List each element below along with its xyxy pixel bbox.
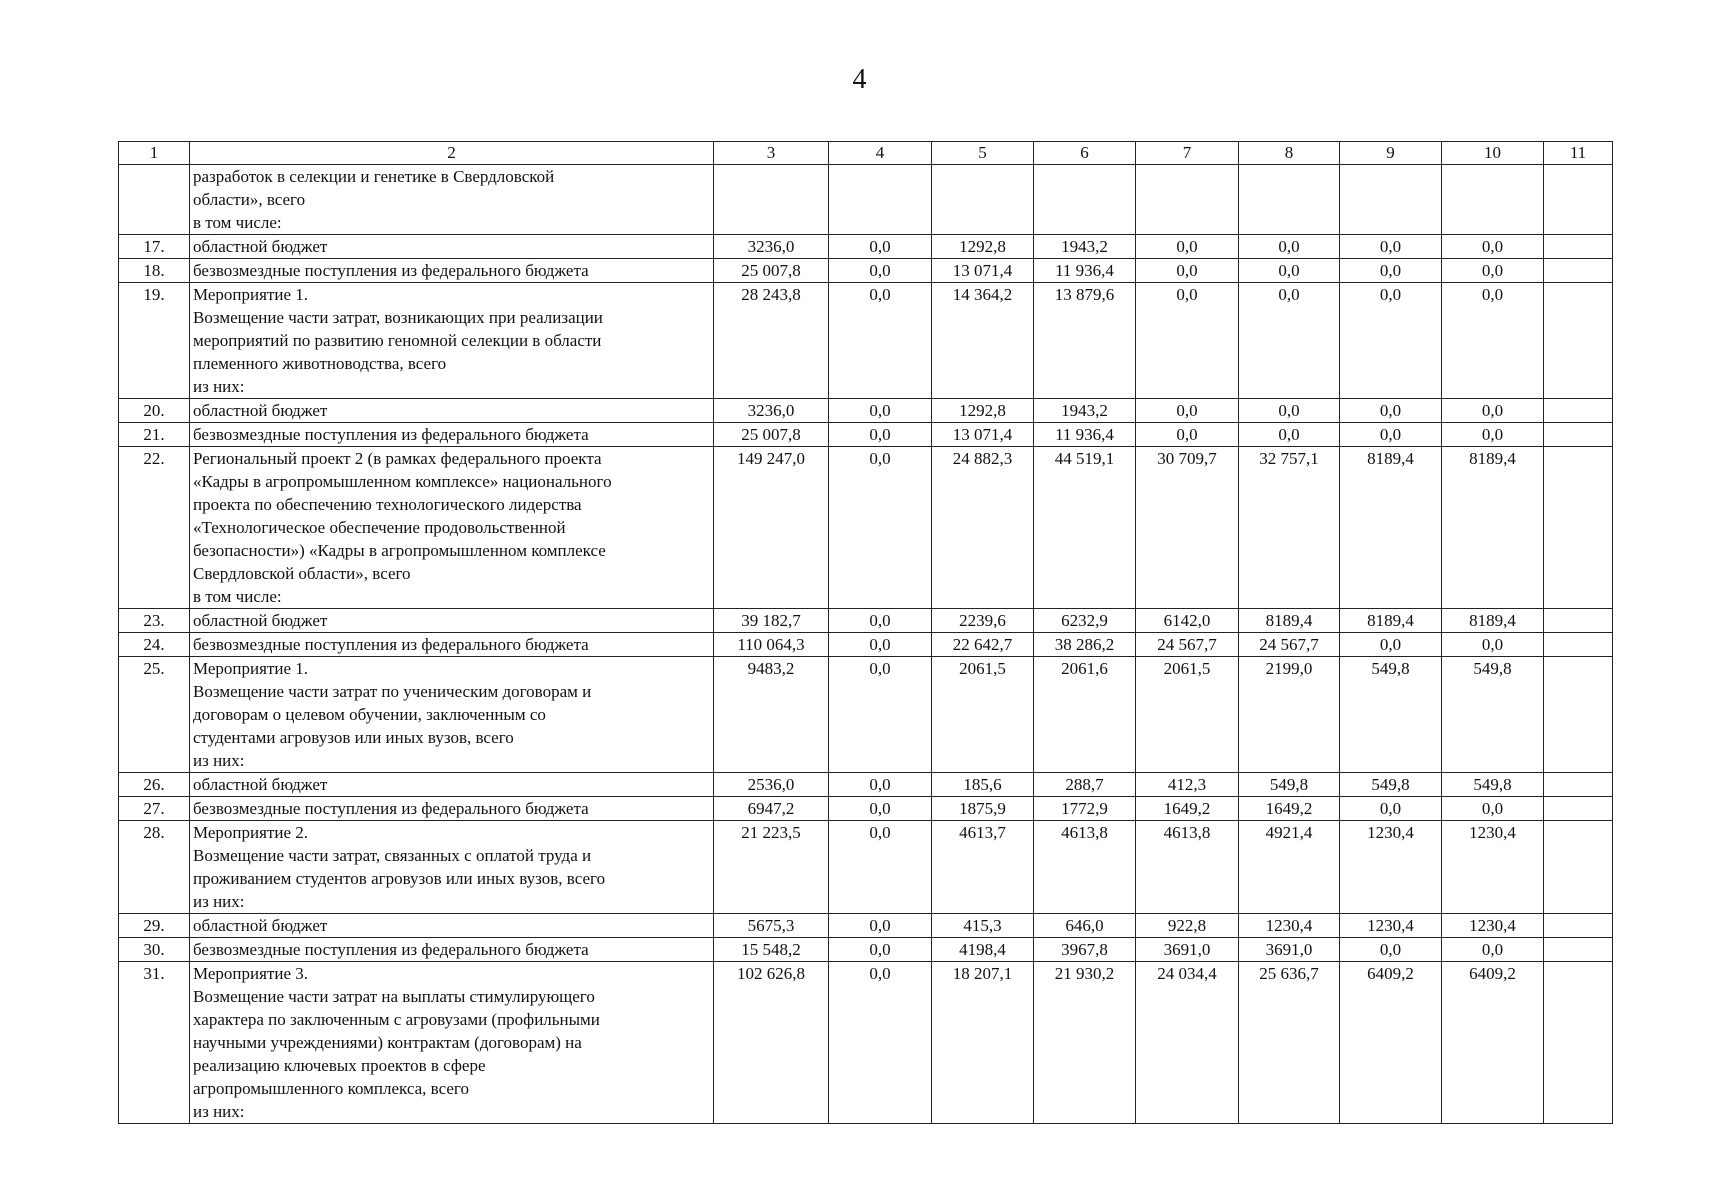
value-cell-col-8: 32 757,1: [1239, 447, 1340, 609]
value-cell-col-6: 1772,9: [1034, 797, 1136, 821]
row-name: [190, 914, 714, 938]
table-row: [119, 447, 1613, 609]
value-cell-col-9: 1230,4: [1340, 821, 1442, 914]
table-row: [119, 235, 1613, 259]
row-name-line: области», всего: [193, 190, 306, 209]
row-name-line: безвозмездные поступления из федерального бюджета: [193, 940, 589, 959]
value-cell-col-3: 28 243,8: [714, 283, 829, 399]
row-name-line: безвозмездные поступления из федерального бюджета: [193, 261, 589, 280]
table-row: [119, 773, 1613, 797]
row-name-line: в том числе:: [193, 213, 282, 232]
row-name-line: областной бюджет: [193, 611, 328, 630]
value-cell-col-3: 6947,2: [714, 797, 829, 821]
value-cell-col-7: 24 567,7: [1136, 633, 1239, 657]
table-row: [119, 283, 1613, 399]
value-cell-col-5: 14 364,2: [932, 283, 1034, 399]
table-row: [119, 423, 1613, 447]
value-cell-col-4: 0,0: [829, 657, 932, 773]
value-cell-col-8: 3691,0: [1239, 938, 1340, 962]
value-cell-col-9: 8189,4: [1340, 609, 1442, 633]
value-cell-col-7: 0,0: [1136, 283, 1239, 399]
value-cell-col-8: 2199,0: [1239, 657, 1340, 773]
row-name-line: областной бюджет: [193, 237, 328, 256]
value-cell-col-10: 1230,4: [1442, 821, 1544, 914]
value-cell-col-5: 18 207,1: [932, 962, 1034, 1124]
value-cell-col-4: 0,0: [829, 447, 932, 609]
value-cell-col-8: 4921,4: [1239, 821, 1340, 914]
value-cell-col-8: 0,0: [1239, 235, 1340, 259]
column-header: 6: [1034, 142, 1136, 165]
column-header: 10: [1442, 142, 1544, 165]
value-cell-col-9: 0,0: [1340, 938, 1442, 962]
value-cell-col-5: 13 071,4: [932, 423, 1034, 447]
column-header: 1: [119, 142, 190, 165]
column-header: 5: [932, 142, 1034, 165]
column-header: 8: [1239, 142, 1340, 165]
value-cell-col-5: 1292,8: [932, 399, 1034, 423]
value-cell-col-7: 0,0: [1136, 399, 1239, 423]
value-cell-col-3: 2536,0: [714, 773, 829, 797]
row-number: 19.: [119, 283, 190, 399]
row-number: 22.: [119, 447, 190, 609]
table-row: [119, 962, 1613, 1124]
value-cell-col-9: 0,0: [1340, 259, 1442, 283]
row-name-line: областной бюджет: [193, 775, 328, 794]
value-cell-col-8: 8189,4: [1239, 609, 1340, 633]
value-cell-col-9: 1230,4: [1340, 914, 1442, 938]
row-name: [190, 657, 714, 773]
row-name: [190, 283, 714, 399]
value-cell-col-5: 13 071,4: [932, 259, 1034, 283]
value-cell-col-11: [1544, 235, 1613, 259]
value-cell-col-11: [1544, 797, 1613, 821]
value-cell-col-7: 0,0: [1136, 423, 1239, 447]
value-cell-col-7: 0,0: [1136, 235, 1239, 259]
value-cell-col-6: 21 930,2: [1034, 962, 1136, 1124]
value-cell-col-10: 6409,2: [1442, 962, 1544, 1124]
value-cell-col-7: 3691,0: [1136, 938, 1239, 962]
row-number: 17.: [119, 235, 190, 259]
value-cell-col-11: [1544, 283, 1613, 399]
value-cell-col-8: 1230,4: [1239, 914, 1340, 938]
row-name-line: проживанием студентов агровузов или иных вузов, всего: [193, 869, 606, 888]
row-name-line: безвозмездные поступления из федерального бюджета: [193, 799, 589, 818]
value-cell-col-6: 11 936,4: [1034, 259, 1136, 283]
value-cell-col-11: [1544, 962, 1613, 1124]
value-cell-col-11: [1544, 165, 1613, 235]
table-row: [119, 938, 1613, 962]
row-name-line: областной бюджет: [193, 401, 328, 420]
value-cell-col-6: 1943,2: [1034, 399, 1136, 423]
value-cell-col-6: 2061,6: [1034, 657, 1136, 773]
value-cell-col-3: 3236,0: [714, 235, 829, 259]
value-cell-col-11: [1544, 399, 1613, 423]
value-cell-col-3: 149 247,0: [714, 447, 829, 609]
value-cell-col-9: 0,0: [1340, 283, 1442, 399]
row-number: 28.: [119, 821, 190, 914]
column-header: 9: [1340, 142, 1442, 165]
value-cell-col-10: 1230,4: [1442, 914, 1544, 938]
value-cell-col-9: 8189,4: [1340, 447, 1442, 609]
value-cell-col-6: 1943,2: [1034, 235, 1136, 259]
row-number: 30.: [119, 938, 190, 962]
row-name-line: научными учреждениями) контрактам (договорам) на: [193, 1033, 582, 1052]
row-name-line: Возмещение части затрат, возникающих при реализации: [193, 308, 603, 327]
value-cell-col-10: 8189,4: [1442, 609, 1544, 633]
value-cell-col-5: 24 882,3: [932, 447, 1034, 609]
value-cell-col-11: [1544, 773, 1613, 797]
column-header: 2: [190, 142, 714, 165]
value-cell-col-10: 0,0: [1442, 235, 1544, 259]
value-cell-col-10: 8189,4: [1442, 447, 1544, 609]
table-row: [119, 609, 1613, 633]
value-cell-col-10: 0,0: [1442, 423, 1544, 447]
value-cell-col-6: 3967,8: [1034, 938, 1136, 962]
row-name: [190, 447, 714, 609]
row-number: 24.: [119, 633, 190, 657]
value-cell-col-3: 25 007,8: [714, 423, 829, 447]
row-name-line: безвозмездные поступления из федерального бюджета: [193, 425, 589, 444]
value-cell-col-4: 0,0: [829, 423, 932, 447]
value-cell-col-4: [829, 165, 932, 235]
row-name: [190, 938, 714, 962]
row-name-line: безопасности») «Кадры в агропромышленном комплексе: [193, 541, 606, 560]
value-cell-col-4: 0,0: [829, 962, 932, 1124]
page-number: 4: [852, 64, 867, 95]
row-number: 26.: [119, 773, 190, 797]
row-number: 31.: [119, 962, 190, 1124]
column-header-row: [119, 142, 1613, 165]
value-cell-col-9: 549,8: [1340, 773, 1442, 797]
row-number: [119, 165, 190, 235]
value-cell-col-8: 0,0: [1239, 423, 1340, 447]
value-cell-col-9: [1340, 165, 1442, 235]
row-name-line: студентами агровузов или иных вузов, всего: [193, 728, 514, 747]
column-header: 3: [714, 142, 829, 165]
value-cell-col-6: 44 519,1: [1034, 447, 1136, 609]
row-number: 29.: [119, 914, 190, 938]
row-name-line: безвозмездные поступления из федерального бюджета: [193, 635, 589, 654]
value-cell-col-7: 6142,0: [1136, 609, 1239, 633]
row-name-line: «Технологическое обеспечение продовольственной: [193, 518, 566, 537]
table-row: [119, 657, 1613, 773]
row-name-line: реализацию ключевых проектов в сфере: [193, 1056, 486, 1075]
value-cell-col-5: 22 642,7: [932, 633, 1034, 657]
value-cell-col-4: 0,0: [829, 914, 932, 938]
value-cell-col-11: [1544, 609, 1613, 633]
row-name: [190, 821, 714, 914]
value-cell-col-11: [1544, 821, 1613, 914]
row-name-line: Мероприятие 3.: [193, 964, 309, 983]
value-cell-col-7: 30 709,7: [1136, 447, 1239, 609]
value-cell-col-8: 25 636,7: [1239, 962, 1340, 1124]
value-cell-col-3: [714, 165, 829, 235]
value-cell-col-9: 0,0: [1340, 399, 1442, 423]
row-name-line: из них:: [193, 377, 245, 396]
value-cell-col-10: 549,8: [1442, 657, 1544, 773]
row-name: [190, 962, 714, 1124]
value-cell-col-7: 922,8: [1136, 914, 1239, 938]
value-cell-col-10: 0,0: [1442, 938, 1544, 962]
row-name: [190, 773, 714, 797]
row-name: [190, 633, 714, 657]
value-cell-col-3: 21 223,5: [714, 821, 829, 914]
value-cell-col-6: 646,0: [1034, 914, 1136, 938]
row-name-line: проекта по обеспечению технологического лидерства: [193, 495, 582, 514]
row-name-line: Свердловской области», всего: [193, 564, 411, 583]
value-cell-col-8: 0,0: [1239, 283, 1340, 399]
column-header: 4: [829, 142, 932, 165]
row-name: [190, 259, 714, 283]
value-cell-col-8: 549,8: [1239, 773, 1340, 797]
value-cell-col-10: 0,0: [1442, 399, 1544, 423]
value-cell-col-5: 1292,8: [932, 235, 1034, 259]
value-cell-col-7: 4613,8: [1136, 821, 1239, 914]
value-cell-col-3: 110 064,3: [714, 633, 829, 657]
value-cell-col-9: 6409,2: [1340, 962, 1442, 1124]
value-cell-col-5: 185,6: [932, 773, 1034, 797]
value-cell-col-3: 39 182,7: [714, 609, 829, 633]
value-cell-col-5: 4198,4: [932, 938, 1034, 962]
value-cell-col-4: 0,0: [829, 633, 932, 657]
value-cell-col-7: 1649,2: [1136, 797, 1239, 821]
value-cell-col-5: [932, 165, 1034, 235]
value-cell-col-9: 549,8: [1340, 657, 1442, 773]
row-name-line: Возмещение части затрат на выплаты стимулирующего: [193, 987, 595, 1006]
row-name: [190, 165, 714, 235]
table-row: [119, 165, 1613, 235]
value-cell-col-3: 5675,3: [714, 914, 829, 938]
value-cell-col-11: [1544, 938, 1613, 962]
row-name-line: мероприятий по развитию геномной селекции в области: [193, 331, 602, 350]
row-name-line: Мероприятие 1.: [193, 659, 309, 678]
value-cell-col-6: 288,7: [1034, 773, 1136, 797]
row-number: 21.: [119, 423, 190, 447]
value-cell-col-8: [1239, 165, 1340, 235]
value-cell-col-6: 13 879,6: [1034, 283, 1136, 399]
table-row: [119, 914, 1613, 938]
row-number: 18.: [119, 259, 190, 283]
row-name-line: «Кадры в агропромышленном комплексе» национального: [193, 472, 612, 491]
value-cell-col-11: [1544, 259, 1613, 283]
value-cell-col-3: 25 007,8: [714, 259, 829, 283]
row-name: [190, 423, 714, 447]
row-name-line: из них:: [193, 892, 245, 911]
value-cell-col-4: 0,0: [829, 797, 932, 821]
value-cell-col-4: 0,0: [829, 821, 932, 914]
value-cell-col-5: 1875,9: [932, 797, 1034, 821]
row-name: [190, 797, 714, 821]
row-name-line: племенного животноводства, всего: [193, 354, 447, 373]
row-name: [190, 399, 714, 423]
value-cell-col-8: 24 567,7: [1239, 633, 1340, 657]
value-cell-col-5: 2239,6: [932, 609, 1034, 633]
value-cell-col-3: 15 548,2: [714, 938, 829, 962]
value-cell-col-5: 4613,7: [932, 821, 1034, 914]
row-name-line: Мероприятие 1.: [193, 285, 309, 304]
value-cell-col-11: [1544, 657, 1613, 773]
value-cell-col-8: 0,0: [1239, 399, 1340, 423]
row-name-line: из них:: [193, 751, 245, 770]
value-cell-col-8: 0,0: [1239, 259, 1340, 283]
value-cell-col-11: [1544, 447, 1613, 609]
row-name: [190, 609, 714, 633]
row-number: 23.: [119, 609, 190, 633]
row-name-line: в том числе:: [193, 587, 282, 606]
value-cell-col-4: 0,0: [829, 259, 932, 283]
row-name-line: Возмещение части затрат, связанных с оплатой труда и: [193, 846, 592, 865]
row-name-line: разработок в селекции и генетике в Свердловской: [193, 167, 555, 186]
value-cell-col-11: [1544, 633, 1613, 657]
value-cell-col-4: 0,0: [829, 283, 932, 399]
value-cell-col-5: 2061,5: [932, 657, 1034, 773]
value-cell-col-9: 0,0: [1340, 235, 1442, 259]
value-cell-col-11: [1544, 914, 1613, 938]
row-name-line: из них:: [193, 1102, 245, 1121]
value-cell-col-3: 3236,0: [714, 399, 829, 423]
row-name-line: договорам о целевом обучении, заключенным со: [193, 705, 546, 724]
value-cell-col-7: 412,3: [1136, 773, 1239, 797]
value-cell-col-4: 0,0: [829, 938, 932, 962]
row-name: [190, 235, 714, 259]
value-cell-col-4: 0,0: [829, 235, 932, 259]
value-cell-col-9: 0,0: [1340, 797, 1442, 821]
row-name-line: Мероприятие 2.: [193, 823, 309, 842]
column-header: 11: [1544, 142, 1613, 165]
value-cell-col-6: 11 936,4: [1034, 423, 1136, 447]
value-cell-col-7: 2061,5: [1136, 657, 1239, 773]
table-row: [119, 633, 1613, 657]
value-cell-col-4: 0,0: [829, 609, 932, 633]
value-cell-col-7: 0,0: [1136, 259, 1239, 283]
table-row: [119, 821, 1613, 914]
table-body: [119, 165, 1613, 1124]
value-cell-col-7: [1136, 165, 1239, 235]
value-cell-col-10: 549,8: [1442, 773, 1544, 797]
value-cell-col-10: 0,0: [1442, 633, 1544, 657]
row-number: 25.: [119, 657, 190, 773]
value-cell-col-9: 0,0: [1340, 423, 1442, 447]
table-row: [119, 259, 1613, 283]
value-cell-col-6: 4613,8: [1034, 821, 1136, 914]
row-name-line: агропромышленного комплекса, всего: [193, 1079, 469, 1098]
value-cell-col-4: 0,0: [829, 773, 932, 797]
value-cell-col-6: [1034, 165, 1136, 235]
row-number: 27.: [119, 797, 190, 821]
value-cell-col-6: 38 286,2: [1034, 633, 1136, 657]
table-row: [119, 797, 1613, 821]
value-cell-col-10: 0,0: [1442, 283, 1544, 399]
value-cell-col-11: [1544, 423, 1613, 447]
value-cell-col-10: 0,0: [1442, 259, 1544, 283]
row-name-line: областной бюджет: [193, 916, 328, 935]
value-cell-col-5: 415,3: [932, 914, 1034, 938]
value-cell-col-6: 6232,9: [1034, 609, 1136, 633]
value-cell-col-8: 1649,2: [1239, 797, 1340, 821]
value-cell-col-9: 0,0: [1340, 633, 1442, 657]
row-name-line: характера по заключенным с агровузами (профильными: [193, 1010, 600, 1029]
value-cell-col-4: 0,0: [829, 399, 932, 423]
value-cell-col-3: 9483,2: [714, 657, 829, 773]
value-cell-col-10: [1442, 165, 1544, 235]
value-cell-col-10: 0,0: [1442, 797, 1544, 821]
value-cell-col-3: 102 626,8: [714, 962, 829, 1124]
table-row: [119, 399, 1613, 423]
row-number: 20.: [119, 399, 190, 423]
value-cell-col-7: 24 034,4: [1136, 962, 1239, 1124]
budget-table: [118, 141, 1613, 1124]
column-header: 7: [1136, 142, 1239, 165]
row-name-line: Возмещение части затрат по ученическим договорам и: [193, 682, 592, 701]
row-name-line: Региональный проект 2 (в рамках федерального проекта: [193, 449, 602, 468]
